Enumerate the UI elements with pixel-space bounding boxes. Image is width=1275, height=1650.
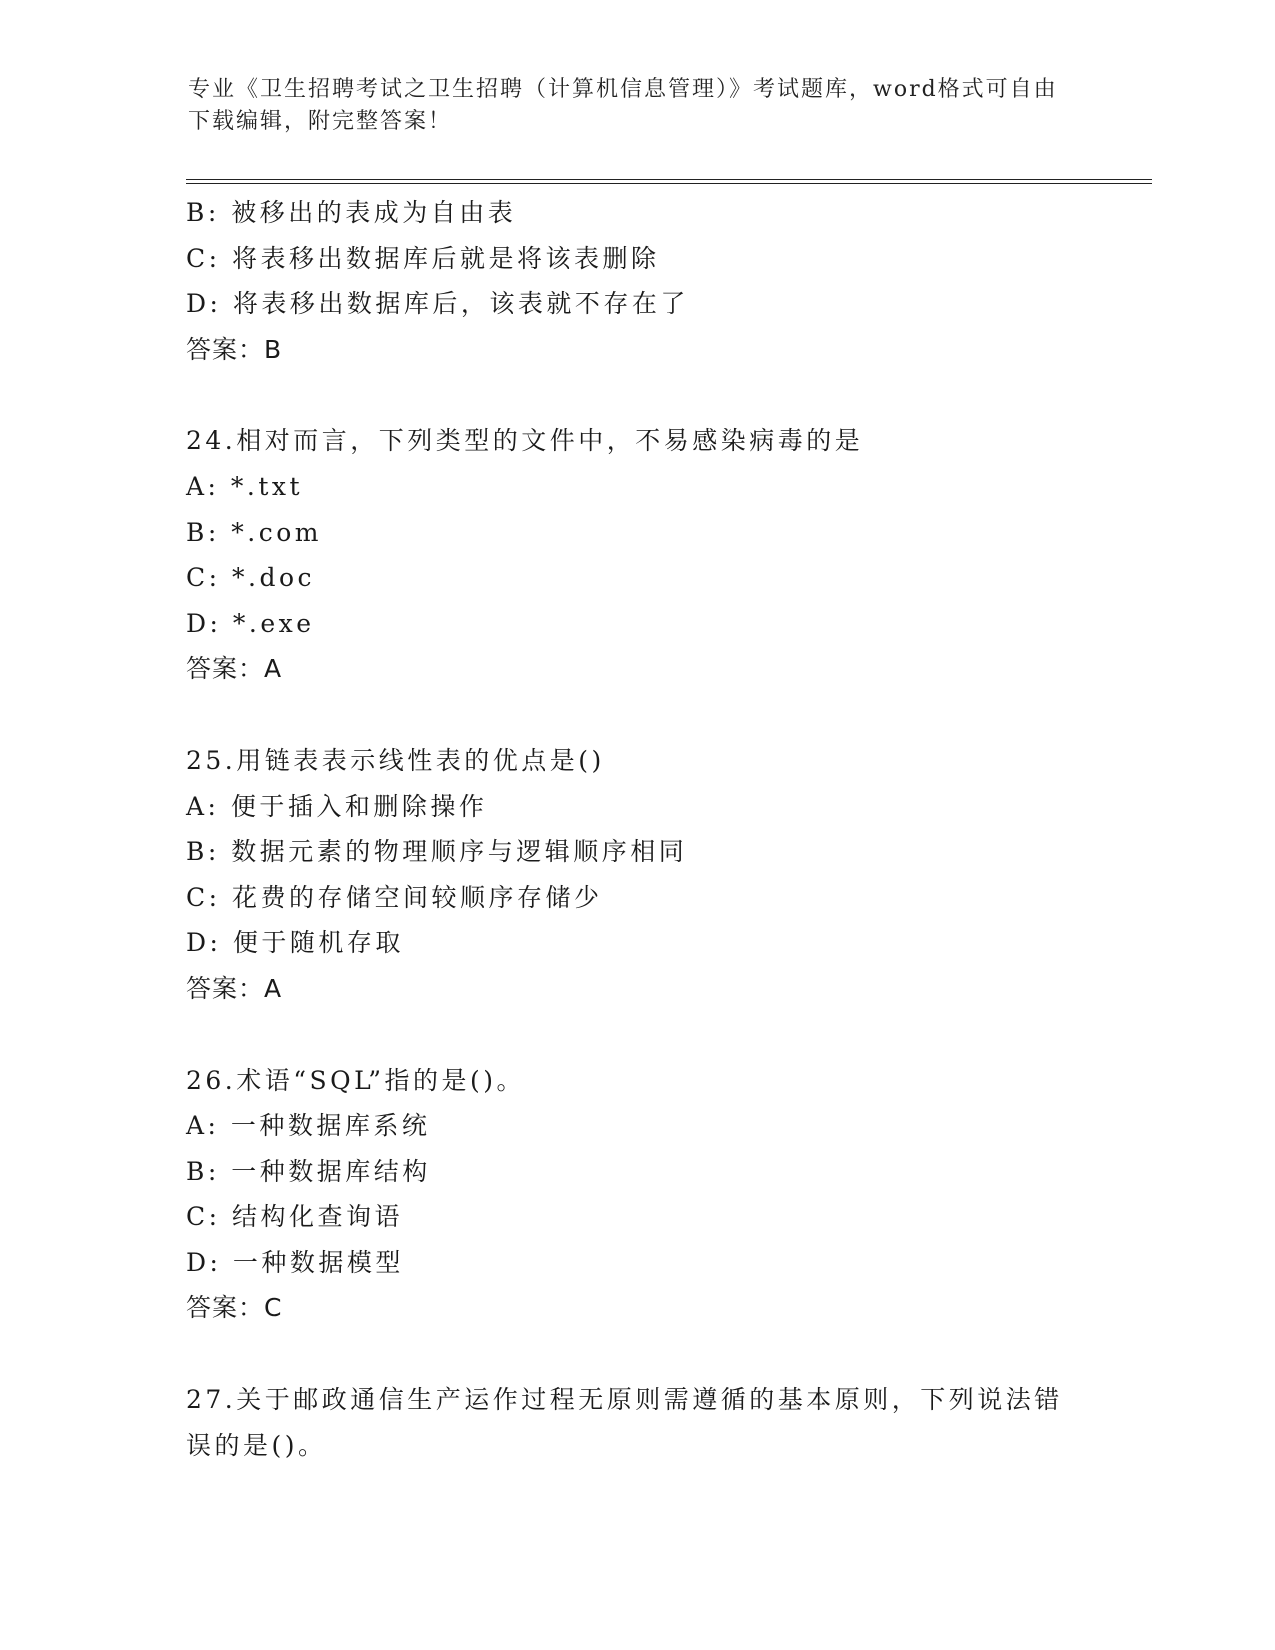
question-27 [186,1377,1146,1468]
question-24 [186,418,1146,692]
answer-line: 答案：A [186,654,283,684]
question-23-continuation [186,190,1146,372]
spacer [186,372,1146,418]
option-b: B: 数据元素的物理顺序与逻辑顺序相同 [186,837,688,867]
spacer [186,1012,1146,1058]
question-list [186,190,1146,1468]
document-header: 专业《卫生招聘考试之卫生招聘（计算机信息管理）》考试题库，word格式可自由下载编辑，附完整答案！ [188,77,1058,134]
option-b: B: 一种数据库结构 [186,1156,431,1186]
option-d: D: 一种数据模型 [186,1247,404,1277]
option-c: C: *.doc [186,563,316,593]
spacer [186,692,1146,738]
question-25 [186,738,1146,1012]
answer-line: 答案：B [186,334,283,364]
option-c: C: 将表移出数据库后就是将该表删除 [186,243,660,273]
question-stem: 27.关于邮政通信生产运作过程无原则需遵循的基本原则，下列说法错误的是()。 [186,1385,1063,1460]
option-a: A: 便于插入和删除操作 [186,791,488,821]
option-a: A: *.txt [186,471,304,501]
option-b: B: 被移出的表成为自由表 [186,198,517,227]
option-d: D: *.exe [186,608,315,638]
header-rule-bottom [186,183,1152,184]
option-d: D: 便于随机存取 [186,928,404,958]
option-c: C: 结构化查询语 [186,1202,403,1232]
question-stem: 24.相对而言，下列类型的文件中，不易感染病毒的是 [186,426,864,456]
option-a: A: 一种数据库系统 [186,1111,431,1141]
question-stem: 25.用链表表示线性表的优点是() [186,745,605,775]
answer-line: 答案：C [186,1293,283,1323]
option-c: C: 花费的存储空间较顺序存储少 [186,882,603,912]
spacer [186,1331,1146,1377]
answer-line: 答案：A [186,973,283,1003]
header-rule-top [186,179,1152,180]
question-26 [186,1058,1146,1332]
option-d: D: 将表移出数据库后，该表就不存在了 [186,289,689,319]
option-b: B: *.com [186,517,322,547]
question-stem: 26.术语“SQL”指的是()。 [186,1065,526,1095]
